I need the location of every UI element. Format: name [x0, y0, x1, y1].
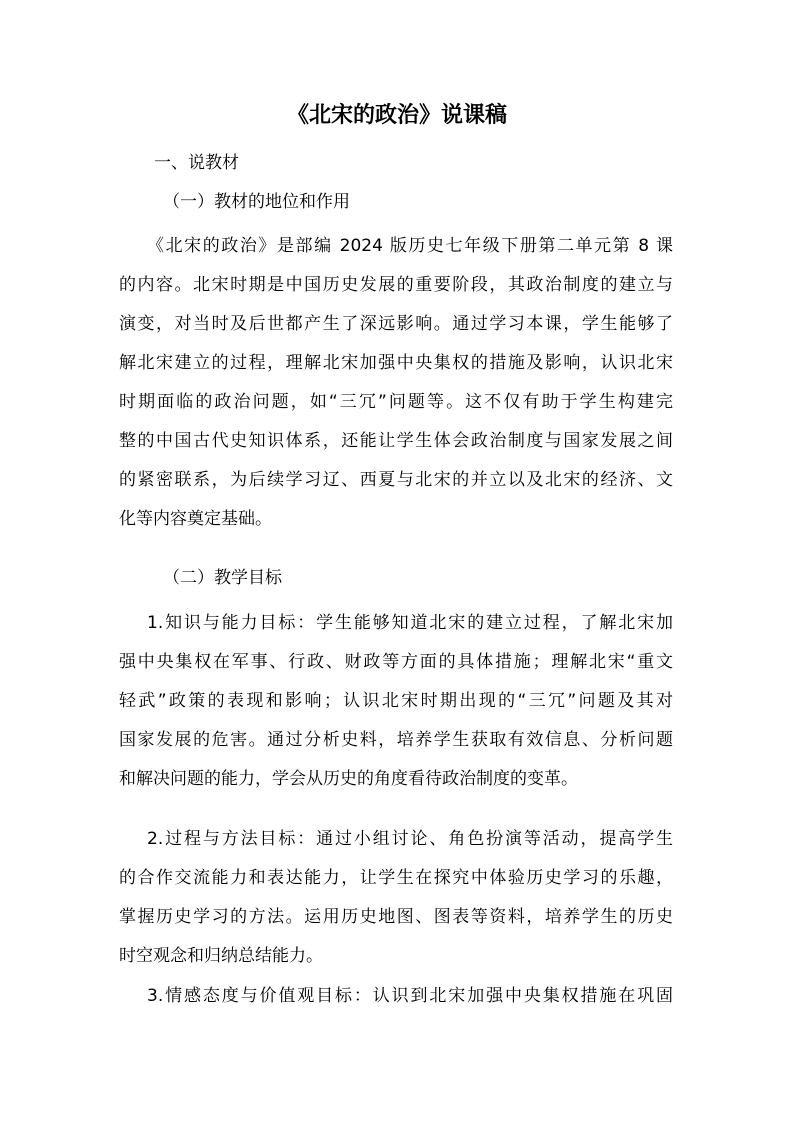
- document-title: 《北宋的政治》说课稿: [286, 103, 507, 128]
- paragraph-line: 解北宋建立的过程，理解北宋加强中央集权的措施及影响，认识北宋: [119, 353, 673, 373]
- subsection-heading-role: （一）教材的地位和作用: [163, 192, 350, 212]
- paragraph-line: 的紧密联系，为后续学习辽、西夏与北宋的并立以及北宋的经济、文: [119, 470, 673, 490]
- paragraph-line: 整的中国古代史知识体系，还能让学生体会政治制度与国家发展之间: [119, 431, 673, 451]
- paragraph-line: 国家发展的危害。通过分析史料，培养学生获取有效信息、分析问题: [119, 730, 673, 750]
- section-heading-textbook: 一、说教材: [154, 153, 239, 173]
- paragraph-line: 的合作交流能力和表达能力，让学生在探究中体验历史学习的乐趣，: [119, 868, 673, 888]
- paragraph-line: 化等内容奠定基础。: [119, 509, 272, 529]
- paragraph-line: 时期面临的政治问题，如“三冗”问题等。这不仅有助于学生构建完: [119, 392, 673, 412]
- paragraph-line: 时空观念和归纳总结能力。: [119, 946, 323, 966]
- paragraph-line: 2.过程与方法目标：通过小组讨论、角色扮演等活动，提高学生: [147, 829, 673, 849]
- paragraph-line: 3.情感态度与价值观目标：认识到北宋加强中央集权措施在巩固: [147, 986, 673, 1006]
- paragraph-line: 强中央集权在军事、行政、财政等方面的具体措施；理解北宋“重文: [119, 652, 673, 672]
- paragraph-line: 1.知识与能力目标：学生能够知道北宋的建立过程，了解北宋加: [147, 613, 673, 633]
- paragraph-line: 掌握历史学习的方法。运用历史地图、图表等资料，培养学生的历史: [119, 907, 673, 927]
- subsection-heading-goals: （二）教学目标: [163, 568, 282, 588]
- paragraph-line: 的内容。北宋时期是中国历史发展的重要阶段，其政治制度的建立与: [119, 275, 673, 295]
- paragraph-line: 和解决问题的能力，学会从历史的角度看待政治制度的变革。: [119, 769, 578, 789]
- paragraph-line: 《北宋的政治》是部编 2024 版历史七年级下册第二单元第 8 课: [147, 236, 673, 256]
- paragraph-line: 轻武”政策的表现和影响；认识北宋时期出现的“三冗”问题及其对: [119, 691, 673, 711]
- paragraph-line: 演变，对当时及后世都产生了深远影响。通过学习本课，学生能够了: [119, 314, 673, 334]
